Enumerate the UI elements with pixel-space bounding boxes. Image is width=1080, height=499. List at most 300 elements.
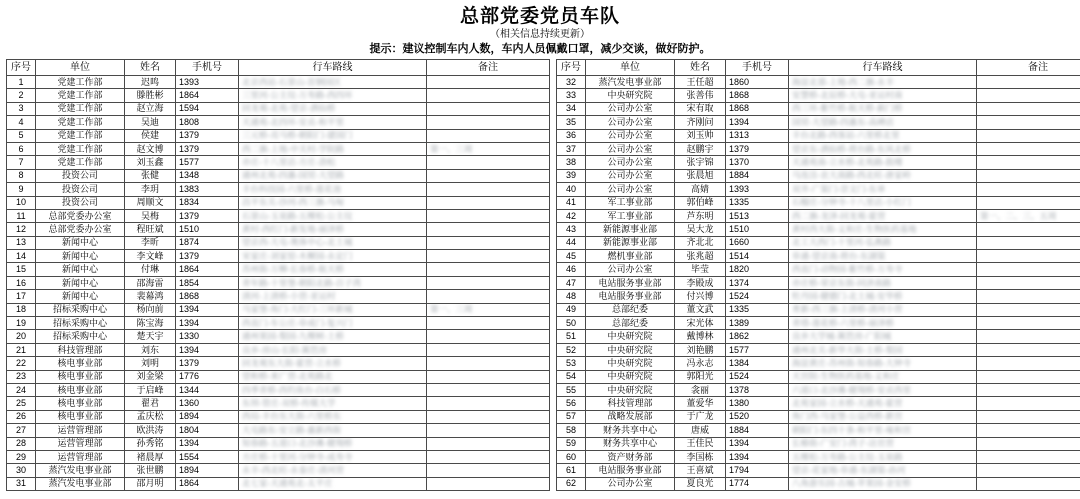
column-header-index: 序号 (7, 60, 36, 76)
cell-phone: 1389 (726, 317, 789, 330)
cell-unit: 党建工作部 (36, 116, 125, 129)
cell-unit: 财务共享中心 (586, 424, 675, 437)
table-row (557, 276, 1080, 289)
cell-route: 清河-上清桥-小营-亚运村 (239, 290, 427, 303)
cell-unit: 核电事业部 (36, 357, 125, 370)
cell-route: 黄村西大街-义和庄-生物医药基地 (789, 223, 977, 236)
cell-note (977, 370, 1080, 383)
cell-phone: 1394 (176, 303, 239, 316)
cell-name: 王喜斌 (675, 464, 726, 477)
cell-name: 裴幕鸿 (125, 290, 176, 303)
cell-phone: 1868 (176, 290, 239, 303)
cell-phone: 1344 (176, 383, 239, 396)
column-header-phone: 手机号 (176, 60, 239, 76)
cell-note (427, 464, 550, 477)
cell-unit: 蒸汽发电事业部 (36, 464, 125, 477)
cell-name: 张健 (125, 169, 176, 182)
cell-name: 迟鸣 (125, 76, 176, 89)
table-row (7, 183, 550, 196)
cell-note (977, 477, 1080, 490)
cell-unit: 战略发展部 (586, 410, 675, 423)
cell-idx: 52 (557, 343, 586, 356)
cell-unit: 新能源事业部 (586, 236, 675, 249)
cell-name: 赵鹏宇 (675, 142, 726, 155)
cell-phone: 1864 (176, 263, 239, 276)
table-row (7, 383, 550, 396)
cell-unit: 核电事业部 (36, 397, 125, 410)
cell-name: 赵文博 (125, 142, 176, 155)
table-row (557, 223, 1080, 236)
cell-name: 孟庆松 (125, 410, 176, 423)
cell-note (427, 357, 550, 370)
column-header-unit: 单位 (36, 60, 125, 76)
table-row (557, 397, 1080, 410)
cell-phone: 1394 (176, 343, 239, 356)
cell-unit: 电站服务事业部 (586, 276, 675, 289)
cell-unit: 招标采购中心 (36, 303, 125, 316)
cell-note (427, 156, 550, 169)
table-row (557, 209, 1080, 222)
column-header-route: 行车路线 (789, 60, 977, 76)
cell-idx: 6 (7, 142, 36, 155)
table-row (557, 343, 1080, 356)
table-row (7, 142, 550, 155)
cell-route: 八角游乐园-古城-苹果园-金安桥 (789, 477, 977, 490)
cell-idx: 43 (557, 223, 586, 236)
cell-route: 三里河-公主坟-万寿路-西四环 (239, 89, 427, 102)
cell-unit: 核电事业部 (36, 370, 125, 383)
cell-name: 刘明 (125, 357, 176, 370)
cell-note (427, 397, 550, 410)
cell-unit: 新闻中心 (36, 236, 125, 249)
cell-unit: 总部党委办公室 (36, 223, 125, 236)
table-row (7, 410, 550, 423)
cell-idx: 27 (7, 424, 36, 437)
cell-idx: 53 (557, 357, 586, 370)
cell-phone: 1394 (726, 116, 789, 129)
table-row (7, 209, 550, 222)
column-header-index: 序号 (557, 60, 586, 76)
cell-name: 吴迪 (125, 116, 176, 129)
table-row (7, 102, 550, 115)
table-row (7, 330, 550, 343)
cell-unit: 新闻中心 (36, 250, 125, 263)
cell-idx: 29 (7, 450, 36, 463)
cell-idx: 56 (557, 397, 586, 410)
cell-phone: 1864 (176, 477, 239, 490)
cell-idx: 46 (557, 263, 586, 276)
table-row (7, 397, 550, 410)
cell-name: 刘东 (125, 343, 176, 356)
cell-phone: 1379 (176, 357, 239, 370)
cell-idx: 10 (7, 196, 36, 209)
cell-note (427, 169, 550, 182)
cell-name: 欧洪涛 (125, 424, 176, 437)
cell-note (427, 437, 550, 450)
cell-phone: 1394 (176, 317, 239, 330)
cell-route: 安慧桥-北辰桥-大屯-亚运村南 (789, 89, 977, 102)
table-row (7, 357, 550, 370)
cell-unit: 运营管理部 (36, 437, 125, 450)
cell-phone: 1594 (176, 102, 239, 115)
cell-idx: 1 (7, 76, 36, 89)
cell-phone: 1383 (176, 183, 239, 196)
cell-name: 郭阳光 (675, 370, 726, 383)
cell-unit: 中央研究院 (586, 89, 675, 102)
cell-phone: 1794 (726, 464, 789, 477)
cell-name: 赵立海 (125, 102, 176, 115)
cell-route: 四季青桥-西钓鱼台-白石桥 (239, 383, 427, 396)
cell-phone: 1313 (726, 129, 789, 142)
cell-route: 望和桥-来广营-北苑路北 (239, 370, 427, 383)
cell-route: 丰台北路-西客站-六里桥北里 (789, 129, 977, 142)
cell-idx: 18 (7, 303, 36, 316)
cell-note (427, 209, 550, 222)
cell-unit: 蒸汽发电事业部 (586, 76, 675, 89)
table-body-left (7, 76, 550, 491)
cell-phone: 1864 (176, 89, 239, 102)
cell-phone: 1774 (726, 477, 789, 490)
cell-note (977, 464, 1080, 477)
cell-route: 育新-西三旗-上清桥-清河小营 (789, 303, 977, 316)
cell-unit: 新能源事业部 (586, 223, 675, 236)
cell-note (427, 196, 550, 209)
cell-note (427, 343, 550, 356)
cell-note (427, 450, 550, 463)
cell-idx: 14 (7, 250, 36, 263)
cell-route: 双井-广渠门-崇文门-东单 (789, 183, 977, 196)
table-row (7, 250, 550, 263)
cell-note (427, 276, 550, 289)
cell-note (427, 477, 550, 490)
cell-route: 通州北苑-四惠-国贸-大望路 (239, 169, 427, 182)
cell-idx: 48 (557, 290, 586, 303)
table-row (557, 142, 1080, 155)
cell-unit: 招标采购中心 (36, 330, 125, 343)
cell-unit: 蒸汽发电事业部 (36, 477, 125, 490)
cell-name: 程旺斌 (125, 223, 176, 236)
table-row (557, 102, 1080, 115)
cell-idx: 37 (557, 142, 586, 155)
cell-note (977, 424, 1080, 437)
cell-name: 于启峰 (125, 383, 176, 396)
cell-idx: 5 (7, 129, 36, 142)
roster-table-left (6, 59, 550, 491)
cell-unit: 中央研究院 (586, 357, 675, 370)
cell-note (977, 102, 1080, 115)
table-row (557, 330, 1080, 343)
table-row (557, 437, 1080, 450)
cell-note (427, 89, 550, 102)
cell-unit: 中央研究院 (586, 330, 675, 343)
cell-name: 宋有取 (675, 102, 726, 115)
cell-note (427, 116, 550, 129)
table-row (7, 156, 550, 169)
table-row (557, 450, 1080, 463)
table-row (557, 303, 1080, 316)
cell-name: 衾丽 (675, 383, 726, 396)
cell-idx: 17 (7, 290, 36, 303)
table-row (557, 76, 1080, 89)
cell-route: 通州果园-梨园-九棵树-土桥 (239, 330, 427, 343)
cell-unit: 党建工作部 (36, 102, 125, 115)
table-row (557, 156, 1080, 169)
cell-route: 知春路-五道口-北沙滩-健翔桥 (239, 437, 427, 450)
table-row (557, 410, 1080, 423)
cell-phone: 1862 (726, 330, 789, 343)
cell-name: 陈宝海 (125, 317, 176, 330)
cell-note (977, 129, 1080, 142)
cell-idx: 35 (557, 116, 586, 129)
cell-name: 董文武 (675, 303, 726, 316)
cell-note (977, 116, 1080, 129)
cell-route: 马连洼-农大南路-西北旺-唐家岭 (789, 169, 977, 182)
cell-idx: 58 (557, 424, 586, 437)
cell-unit: 核电事业部 (36, 383, 125, 396)
cell-phone: 1820 (726, 263, 789, 276)
cell-idx: 20 (7, 330, 36, 343)
cell-name: 齐北北 (675, 236, 726, 249)
cell-name: 王任超 (675, 76, 726, 89)
cell-idx: 2 (7, 89, 36, 102)
cell-unit: 总部党委办公室 (36, 209, 125, 222)
cell-name: 付兴博 (675, 290, 726, 303)
cell-name: 李文峰 (125, 250, 176, 263)
cell-route: 五棵松-万寿路-公主坟-玉泉路 (789, 450, 977, 463)
cell-unit: 党建工作部 (36, 129, 125, 142)
table-row (7, 290, 550, 303)
cell-phone: 1894 (176, 410, 239, 423)
cell-route: 良乡大学城-篱笆房-广阳城 (789, 330, 977, 343)
cell-name: 楚天宇 (125, 330, 176, 343)
column-header-phone: 手机号 (726, 60, 789, 76)
cell-idx: 22 (7, 357, 36, 370)
cell-route: 西二旗-龙泽-回龙观-霍营 (789, 209, 977, 222)
cell-unit: 投资公司 (36, 169, 125, 182)
cell-phone: 1370 (726, 156, 789, 169)
cell-idx: 50 (557, 317, 586, 330)
cell-idx: 39 (557, 169, 586, 182)
cell-route: 石榴庄-分钟寺-十八里店-小红门 (789, 196, 977, 209)
cell-note (977, 169, 1080, 182)
table-row (7, 424, 550, 437)
cell-phone: 1874 (176, 236, 239, 249)
cell-note: 第一、二、三、五周 (977, 209, 1080, 222)
cell-idx: 30 (7, 464, 36, 477)
cell-idx: 8 (7, 169, 36, 182)
cell-phone: 1378 (726, 383, 789, 396)
cell-idx: 25 (7, 397, 36, 410)
cell-phone: 1868 (726, 102, 789, 115)
table-row (7, 223, 550, 236)
cell-name: 刘玉鑫 (125, 156, 176, 169)
cell-phone: 1379 (176, 142, 239, 155)
cell-route: 天通苑南-立水桥-北苑路-鼓楼 (789, 156, 977, 169)
cell-note (977, 223, 1080, 236)
cell-unit: 公司办公室 (586, 102, 675, 115)
cell-phone: 1884 (726, 424, 789, 437)
cell-idx: 21 (7, 343, 36, 356)
cell-route: 西直门-车公庄-阜成门-复兴门 (239, 317, 427, 330)
cell-name: 于广龙 (675, 410, 726, 423)
table-row (7, 196, 550, 209)
cell-name: 唐威 (675, 424, 726, 437)
cell-unit: 公司办公室 (586, 263, 675, 276)
cell-unit: 党建工作部 (36, 156, 125, 169)
cell-route: 角门西-马家堡-公益西桥-新宫 (789, 410, 977, 423)
cell-idx: 51 (557, 330, 586, 343)
cell-unit: 公司办公室 (586, 116, 675, 129)
column-header-route: 行车路线 (239, 60, 427, 76)
cell-route: 马家堡-角门-大红门-三环新城 (239, 303, 427, 316)
cell-route: 宋家庄-刘家窑-木樨园-永定门 (239, 250, 427, 263)
cell-idx: 12 (7, 223, 36, 236)
notice-text: 提示：建议控制车内人数，车内人员佩戴口罩，减少交谈，做好防护。 (369, 43, 711, 55)
cell-note (977, 183, 1080, 196)
cell-phone: 1577 (726, 343, 789, 356)
cell-name: 付琳 (125, 263, 176, 276)
cell-note (977, 317, 1080, 330)
cell-name: 张宇锦 (675, 156, 726, 169)
cell-name: 滕胜彬 (125, 89, 176, 102)
cell-note: 第一、三周 (427, 303, 550, 316)
cell-name: 吴梅 (125, 209, 176, 222)
cell-idx: 28 (7, 437, 36, 450)
cell-route: 三元桥-亮马桥-朝阳门-建国门 (239, 129, 427, 142)
cell-phone: 1577 (176, 156, 239, 169)
column-header-note: 备注 (977, 60, 1080, 76)
cell-idx: 3 (7, 102, 36, 115)
column-header-unit: 单位 (586, 60, 675, 76)
roster-table-right (556, 59, 1080, 491)
cell-phone: 1660 (726, 236, 789, 249)
cell-note (977, 437, 1080, 450)
cell-note (977, 330, 1080, 343)
cell-route: 回龙观东大街-霍营-立水桥 (239, 357, 427, 370)
cell-name: 毕莹 (675, 263, 726, 276)
table-row (7, 76, 550, 89)
cell-route: 阜通-望京南-将台-东湖渠 (789, 250, 977, 263)
cell-name: 宋光体 (675, 317, 726, 330)
cell-route: 北七家-天通苑北-太平庄 (239, 477, 427, 490)
cell-name: 齐刚问 (675, 116, 726, 129)
cell-unit: 新闻中心 (36, 276, 125, 289)
cell-idx: 36 (557, 129, 586, 142)
table-row (7, 450, 550, 463)
cell-idx: 47 (557, 276, 586, 289)
cell-phone: 1776 (176, 370, 239, 383)
cell-unit: 公司办公室 (586, 142, 675, 155)
cell-name: 郭伯峰 (675, 196, 726, 209)
cell-note (427, 236, 550, 249)
cell-idx: 7 (7, 156, 36, 169)
cell-note (427, 330, 550, 343)
cell-name: 董爱华 (675, 397, 726, 410)
cell-name: 孙秀铭 (125, 437, 176, 450)
cell-phone: 1393 (726, 183, 789, 196)
cell-route: 亦庄-十八里店-方庄-劲松 (239, 156, 427, 169)
table-row (7, 464, 550, 477)
cell-note (427, 263, 550, 276)
cell-unit: 招标采购中心 (36, 317, 125, 330)
cell-phone: 1510 (726, 223, 789, 236)
cell-unit: 总部纪委 (586, 317, 675, 330)
cell-note (977, 89, 1080, 102)
cell-route: 青年路-十里堡-朝阳北路-百子湾 (239, 276, 427, 289)
cell-route: 北京西站-石景山-首钢园区 (239, 76, 427, 89)
cell-note (977, 303, 1080, 316)
cell-idx: 15 (7, 263, 36, 276)
cell-name: 李昕 (125, 236, 176, 249)
table-row (557, 169, 1080, 182)
cell-unit: 电站服务事业部 (586, 290, 675, 303)
cell-note (977, 276, 1080, 289)
cell-name: 高婧 (675, 183, 726, 196)
cell-note (427, 383, 550, 396)
cell-route: 海淀北部-上地-西二旗-永丰 (789, 76, 977, 89)
cell-phone: 1394 (176, 437, 239, 450)
cell-unit: 军工事业部 (586, 196, 675, 209)
cell-route: 天通苑-北四环-安贞-和平里 (239, 116, 427, 129)
cell-note (427, 317, 550, 330)
cell-idx: 40 (557, 183, 586, 196)
cell-name: 张善伟 (675, 89, 726, 102)
table-row (557, 263, 1080, 276)
cell-route: 通州北关-新华大街-土桥-梨园 (789, 343, 977, 356)
cell-note (977, 196, 1080, 209)
cell-name: 翟君 (125, 397, 176, 410)
cell-name: 吴大龙 (675, 223, 726, 236)
cell-unit: 科技管理部 (586, 397, 675, 410)
cell-name: 李玥 (125, 183, 176, 196)
cell-unit: 党建工作部 (36, 76, 125, 89)
cell-name: 刘玉帅 (675, 129, 726, 142)
cell-route: 黄村-西红门-新发地-丽泽桥 (239, 223, 427, 236)
table-row (557, 317, 1080, 330)
cell-route: 朝阳门-东四十条-和平里-雍和宫 (789, 424, 977, 437)
cell-route: 青塔-莲花桥-六里桥-丽泽桥 (789, 317, 977, 330)
cell-name: 张兆超 (675, 250, 726, 263)
cell-unit: 运营管理部 (36, 450, 125, 463)
page-subtitle: （相关信息持续更新） (490, 29, 590, 40)
cell-unit: 资产财务部 (586, 450, 675, 463)
cell-idx: 45 (557, 250, 586, 263)
cell-idx: 34 (557, 102, 586, 115)
cell-name: 刘艳鹏 (675, 343, 726, 356)
cell-idx: 32 (557, 76, 586, 89)
cell-route: 良乡-房山-长阳-篱笆房 (239, 343, 427, 356)
cell-phone: 1335 (726, 303, 789, 316)
cell-phone: 1868 (726, 89, 789, 102)
table-row (7, 303, 550, 316)
page-title: 总部党委党员车队 (459, 6, 620, 27)
table-row (7, 263, 550, 276)
cell-note (977, 397, 1080, 410)
cell-idx: 11 (7, 209, 36, 222)
cell-idx: 38 (557, 156, 586, 169)
cell-idx: 4 (7, 116, 36, 129)
cell-unit: 公司办公室 (586, 129, 675, 142)
cell-phone: 1554 (176, 450, 239, 463)
column-header-name: 姓名 (125, 60, 176, 76)
cell-note (427, 410, 550, 423)
cell-note: 第一、三周 (427, 142, 550, 155)
table-row (7, 343, 550, 356)
cell-phone: 1393 (176, 76, 239, 89)
cell-route: 北苑家园-立水桥-天通苑-霍营 (789, 397, 977, 410)
cell-idx: 41 (557, 196, 586, 209)
cell-idx: 60 (557, 450, 586, 463)
